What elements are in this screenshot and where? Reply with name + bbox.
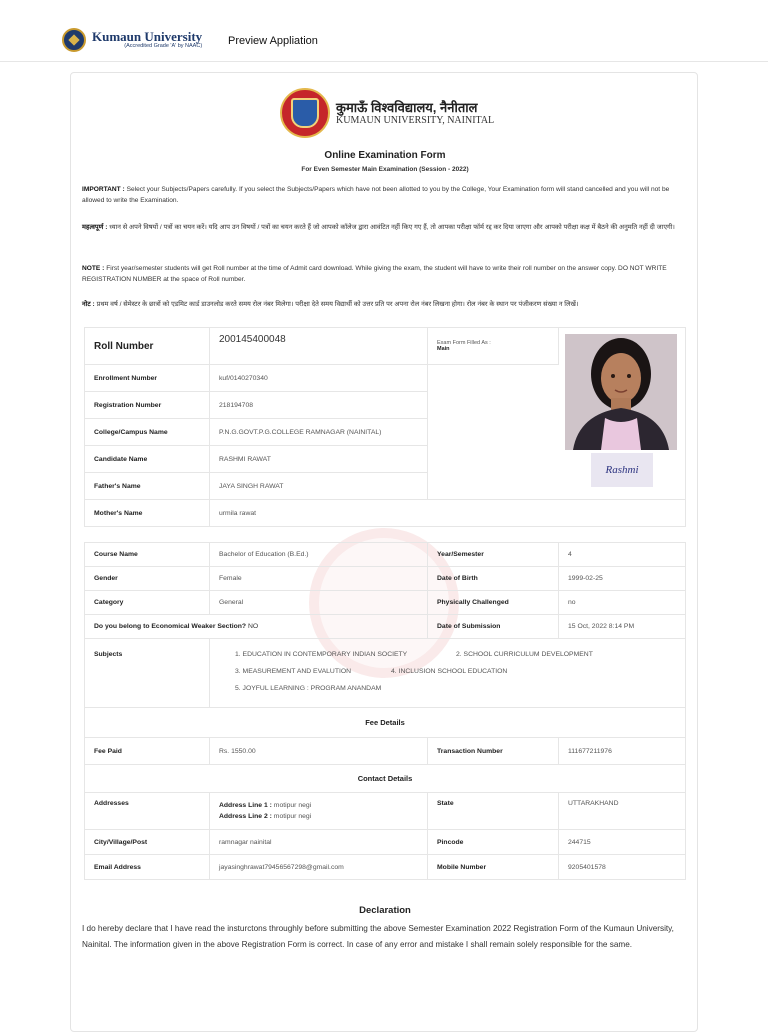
- registration-value: 218194708: [209, 391, 428, 419]
- address-line-1-value: motipur negi: [273, 802, 312, 809]
- email-value: jayasinghrawat79456567298@gmail.com: [209, 854, 428, 880]
- important-label-hindi: महत्वपूर्ण :: [82, 224, 108, 231]
- address-line-1-label: Address Line 1 :: [219, 802, 272, 809]
- subject-item: 4. INCLUSION SCHOOL EDUCATION: [391, 668, 508, 675]
- ews-value: NO: [247, 623, 259, 630]
- note-text-hindi: प्रथम वर्ष / सेमेस्टर के छात्रों को एडमिट कार्ड डाउनलोड करते समय रोल नंबर मिलेगा। परीक्षा देते समय विद्यार्थी को उत्तर प्रति पर अपना रोल नंबर लिखना होगा। रोल नंबर के स्थान पर पंजीकरण संख्या न लिखें।: [96, 301, 579, 308]
- city-value: ramnagar nainital: [209, 829, 428, 855]
- year-label: Year/Semester: [427, 542, 559, 567]
- subject-item: 3. MEASUREMENT AND EVALUTION: [235, 668, 352, 675]
- enrollment-label: Enrollment Number: [84, 364, 210, 392]
- note-label-hindi: नोट :: [82, 301, 95, 308]
- dob-value: 1999-02-25: [558, 566, 686, 591]
- transaction-label: Transaction Number: [427, 737, 559, 765]
- candidate-signature: Rashmi: [591, 453, 653, 487]
- mother-name-value: urmila rawat: [209, 499, 686, 527]
- note-label: NOTE :: [82, 265, 105, 272]
- state-value: UTTARAKHAND: [558, 792, 686, 830]
- top-bar: [0, 0, 768, 62]
- candidate-name-value: RASHMI RAWAT: [209, 445, 428, 473]
- university-name-english: KUMAUN UNIVERSITY, NAINITAL: [336, 115, 495, 126]
- pincode-label: Pincode: [427, 829, 559, 855]
- address-line-2-label: Address Line 2 :: [219, 813, 272, 820]
- gender-label: Gender: [84, 566, 210, 591]
- university-name-hindi: कुमाऊँ विश्वविद्यालय, नैनीताल: [336, 100, 478, 115]
- fee-paid-label: Fee Paid: [84, 737, 210, 765]
- form-title: Online Examination Form: [324, 150, 446, 161]
- roll-number-label: Roll Number: [84, 327, 210, 365]
- address-value: [209, 792, 428, 830]
- brand-name: Kumaun University: [92, 29, 203, 44]
- registration-label: Registration Number: [84, 391, 210, 419]
- enrollment-value: kuf/0140270340: [209, 364, 428, 392]
- challenged-label: Physically Challenged: [427, 590, 559, 615]
- important-text: Select your Subjects/Papers carefully. If you select the Subjects/Papers which have not been allotted to you by the College, Your Examination form will stand cancelled and you will not be allowed to write the Examination.: [82, 186, 670, 204]
- note-text: First year/semester students will get Roll number at the time of Admit card download. While giving the exam, the student will have to write their roll number on the answer copy. DO NOT WRITE REGISTRATION NUMBER at the space of Roll number.: [82, 265, 667, 283]
- college-label: College/Campus Name: [84, 418, 210, 446]
- category-label: Category: [84, 590, 210, 615]
- address-line-2-value: motipur negi: [273, 813, 312, 820]
- declaration-text: I do hereby declare that I have read the insturctons throughly before submitting the above Semester Examination 2022 Registration Form of the Kumaun University, Nainital. The information given in the above Registration Form is correct. In case of any error and mistake I shall remain solely responsible for the same.: [82, 924, 674, 949]
- submission-label: Date of Submission: [427, 614, 559, 639]
- city-label: City/Village/Post: [84, 829, 210, 855]
- subjects-label: Subjects: [84, 638, 210, 708]
- note-notice-hindi: [82, 299, 687, 310]
- gender-value: Female: [209, 566, 428, 591]
- important-text-hindi: ध्यान से अपने विषयों / पत्रों का चयन करें। यदि आप उन विषयों / पत्रों का चयन करते हैं जो आपको कॉलेज द्वारा आवंटित नहीं किए गए हैं, तो आपका परीक्षा फॉर्म रद्द कर दिया जाएगा और आपको परीक्षा कक्ष में बैठने की अनुमति नहीं दी जाएगी।: [109, 224, 675, 231]
- application-preview: [70, 72, 698, 1032]
- year-value: 4: [558, 542, 686, 567]
- mobile-label: Mobile Number: [427, 854, 559, 880]
- university-emblem-icon: [280, 88, 330, 138]
- state-label: State: [427, 792, 559, 830]
- email-label: Email Address: [84, 854, 210, 880]
- important-notice: [82, 184, 687, 206]
- exam-filled-as: Exam Form Filled As : Main: [427, 327, 559, 365]
- dob-label: Date of Birth: [427, 566, 559, 591]
- ews-row: [84, 614, 428, 639]
- subject-item: 2. SCHOOL CURRICULUM DEVELOPMENT: [456, 651, 593, 658]
- course-label: Course Name: [84, 542, 210, 567]
- category-value: General: [209, 590, 428, 615]
- important-notice-hindi: [82, 222, 687, 233]
- contact-details-heading: Contact Details: [84, 764, 686, 793]
- note-notice: [82, 263, 687, 285]
- page-title: Preview Appliation: [228, 35, 318, 47]
- declaration-title: Declaration: [359, 905, 411, 916]
- course-value: Bachelor of Education (B.Ed.): [209, 542, 428, 567]
- father-name-label: Father's Name: [84, 472, 210, 500]
- subject-item: 5. JOYFUL LEARNING : PROGRAM ANANDAM: [235, 685, 382, 692]
- mother-name-label: Mother's Name: [84, 499, 210, 527]
- roll-number-value: 200145400048: [209, 327, 428, 365]
- submission-value: 15 Oct, 2022 8:14 PM: [558, 614, 686, 639]
- fee-paid-value: Rs. 1550.00: [209, 737, 428, 765]
- candidate-photo: [565, 334, 677, 450]
- university-seal-icon: [62, 28, 86, 52]
- address-label: Addresses: [84, 792, 210, 830]
- transaction-value: 111677211976: [558, 737, 686, 765]
- college-value: P.N.G.GOVT.P.G.COLLEGE RAMNAGAR (NAINITAL): [209, 418, 428, 446]
- ews-label: Do you belong to Economical Weaker Section?: [94, 623, 247, 630]
- challenged-value: no: [558, 590, 686, 615]
- fee-details-heading: Fee Details: [84, 707, 686, 738]
- father-name-value: JAYA SINGH RAWAT: [209, 472, 428, 500]
- pincode-value: 244715: [558, 829, 686, 855]
- subject-item: 1. EDUCATION IN CONTEMPORARY INDIAN SOCIETY: [235, 651, 408, 658]
- form-subtitle: For Even Semester Main Examination (Session - 2022): [301, 166, 469, 173]
- university-logo[interactable]: [62, 28, 202, 52]
- brand-accreditation: (Accredited Grade 'A' by NAAC): [124, 43, 203, 49]
- important-label: IMPORTANT :: [82, 186, 125, 193]
- candidate-name-label: Candidate Name: [84, 445, 210, 473]
- mobile-value: 9205401578: [558, 854, 686, 880]
